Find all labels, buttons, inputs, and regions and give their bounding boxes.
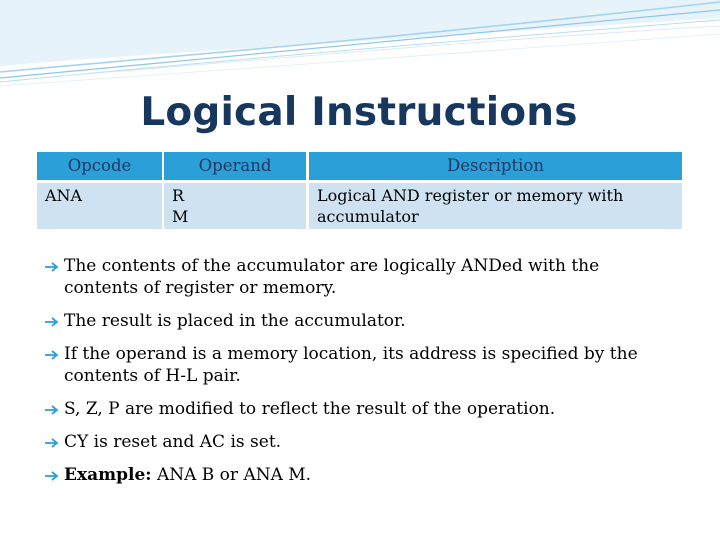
bullet-item <box>44 343 684 387</box>
header-description: Description <box>309 152 682 180</box>
bullet-text-line: contents of H-L pair. <box>64 366 241 386</box>
arrow-bullet-icon <box>44 261 61 273</box>
bullet-text-line: If the operand is a memory location, its address is specified by the <box>64 344 638 364</box>
arrow-bullet-icon <box>44 470 61 482</box>
example-label: Example: <box>64 465 152 485</box>
arrow-bullet-icon <box>44 437 61 449</box>
cell-description <box>309 183 682 229</box>
bullet-item <box>44 255 684 299</box>
arrow-bullet-icon <box>44 404 61 416</box>
bullet-item <box>44 398 684 420</box>
description-line: Logical AND register or memory with <box>317 186 624 205</box>
slide-title: Logical Instructions <box>140 90 578 135</box>
bullet-item <box>44 310 684 332</box>
header-wave-decoration <box>0 0 720 95</box>
bullet-list <box>44 255 684 497</box>
operand-line: R <box>172 186 185 205</box>
opcode-value: ANA <box>45 186 83 205</box>
bullet-item <box>44 464 684 486</box>
bullet-text-line: contents of register or memory. <box>64 278 337 298</box>
cell-operand <box>164 183 306 229</box>
cell-opcode <box>37 183 162 229</box>
bullet-text-line: The contents of the accumulator are logically ANDed with the <box>64 256 600 276</box>
operand-line: M <box>172 207 189 226</box>
bullet-text-line: The result is placed in the accumulator. <box>64 311 406 331</box>
bullet-text-line: CY is reset and AC is set. <box>64 432 282 452</box>
example-text: ANA B or ANA M. <box>151 465 312 485</box>
header-opcode: Opcode <box>37 152 162 180</box>
arrow-bullet-icon <box>44 349 61 361</box>
bullet-item <box>44 431 684 453</box>
description-line: accumulator <box>317 207 419 226</box>
header-operand: Operand <box>164 152 306 180</box>
bullet-text-line: S, Z, P are modified to reflect the result of the operation. <box>64 399 556 419</box>
arrow-bullet-icon <box>44 316 61 328</box>
